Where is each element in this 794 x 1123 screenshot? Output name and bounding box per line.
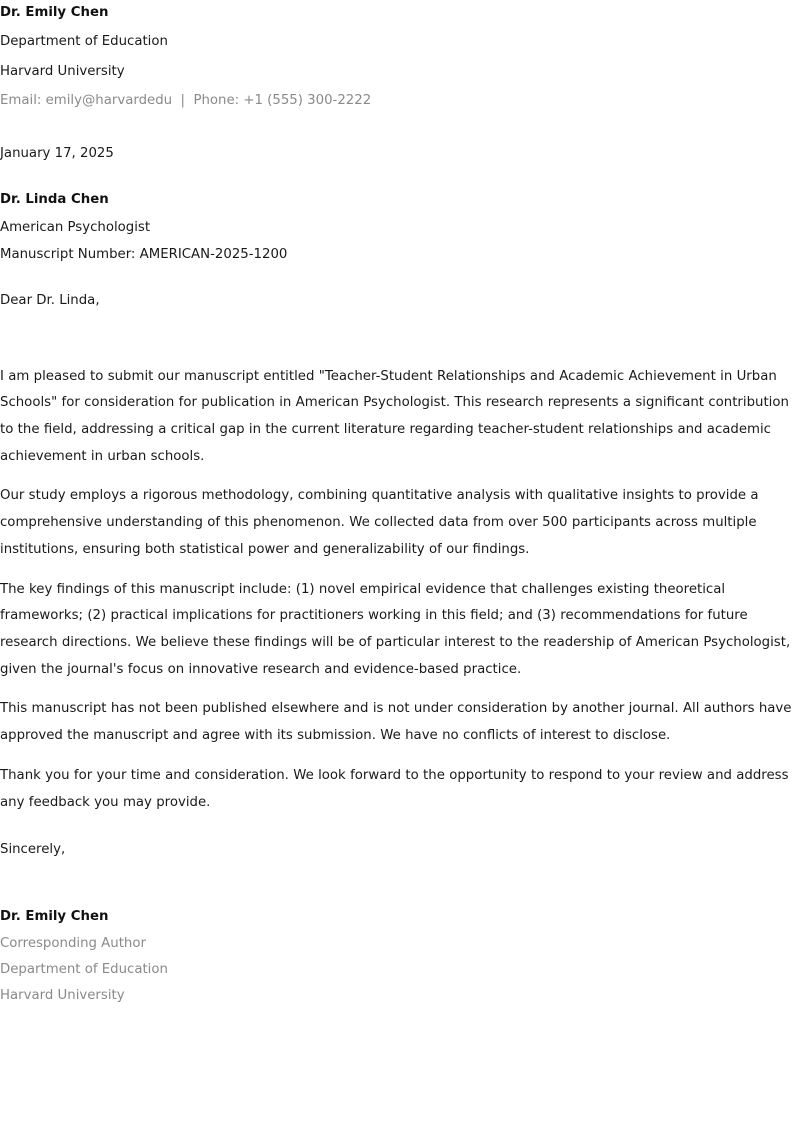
signature-role: Corresponding Author bbox=[0, 935, 146, 951]
body-paragraph-5: Thank you for your time and consideration. We look forward to the opportunity to respond to your review and address any feedback you may provide. bbox=[0, 767, 789, 810]
body-paragraph-1: I am pleased to submit our manuscript entitled "Teacher-Student Relationships and Academic Achievement in Urban Schools" for consideration for publication in American Psychologist. This research represents a significant contribution to the field, addressing a critical gap in the current literature regarding teacher-student relationships and academic achievement in urban schools. bbox=[0, 368, 789, 464]
closing-line: Sincerely, bbox=[0, 842, 66, 858]
letter-date: January 17, 2025 bbox=[0, 146, 114, 162]
body-paragraph-3: The key findings of this manuscript include: (1) novel empirical evidence that challenges existing theoretical frameworks; (2) practical implications for practitioners working in this field; and (3) recommendations for future research directions. We believe these findings will be of particular interest to the readership of American Psychologist, given the journal's focus on innovative research and evidence-based practice. bbox=[0, 581, 791, 677]
salutation: Dear Dr. Linda, bbox=[0, 293, 100, 309]
signature-department: Department of Education bbox=[0, 962, 168, 978]
signature-institution: Harvard University bbox=[0, 988, 125, 1004]
signature-block bbox=[0, 910, 794, 1003]
sender-contact-line: Email: emily@harvardedu | Phone: +1 (555) 300-2222 bbox=[0, 92, 372, 108]
body-paragraph-2: Our study employs a rigorous methodology, combining quantitative analysis with qualitative insights to provide a comprehensive understanding of this phenomenon. We collected data from over 500 participants across multiple institutions, ensuring both statistical power and generalizability of our findings. bbox=[0, 488, 759, 557]
body-paragraph-4: This manuscript has not been published elsewhere and is not under consideration by another journal. All authors have approved the manuscript and agree with its submission. We have no conflicts of interest to disclose. bbox=[0, 701, 792, 744]
letterhead-block bbox=[0, 0, 794, 107]
manuscript-number: Manuscript Number: AMERICAN-2025-1200 bbox=[0, 247, 288, 263]
sender-department: Department of Education bbox=[0, 34, 168, 50]
letter-body bbox=[0, 364, 794, 817]
recipient-block bbox=[0, 193, 794, 261]
signature-name: Dr. Emily Chen bbox=[0, 908, 109, 924]
recipient-journal: American Psychologist bbox=[0, 219, 151, 235]
sender-name: Dr. Emily Chen bbox=[0, 5, 109, 20]
recipient-name: Dr. Linda Chen bbox=[0, 192, 109, 208]
sender-institution: Harvard University bbox=[0, 63, 125, 79]
